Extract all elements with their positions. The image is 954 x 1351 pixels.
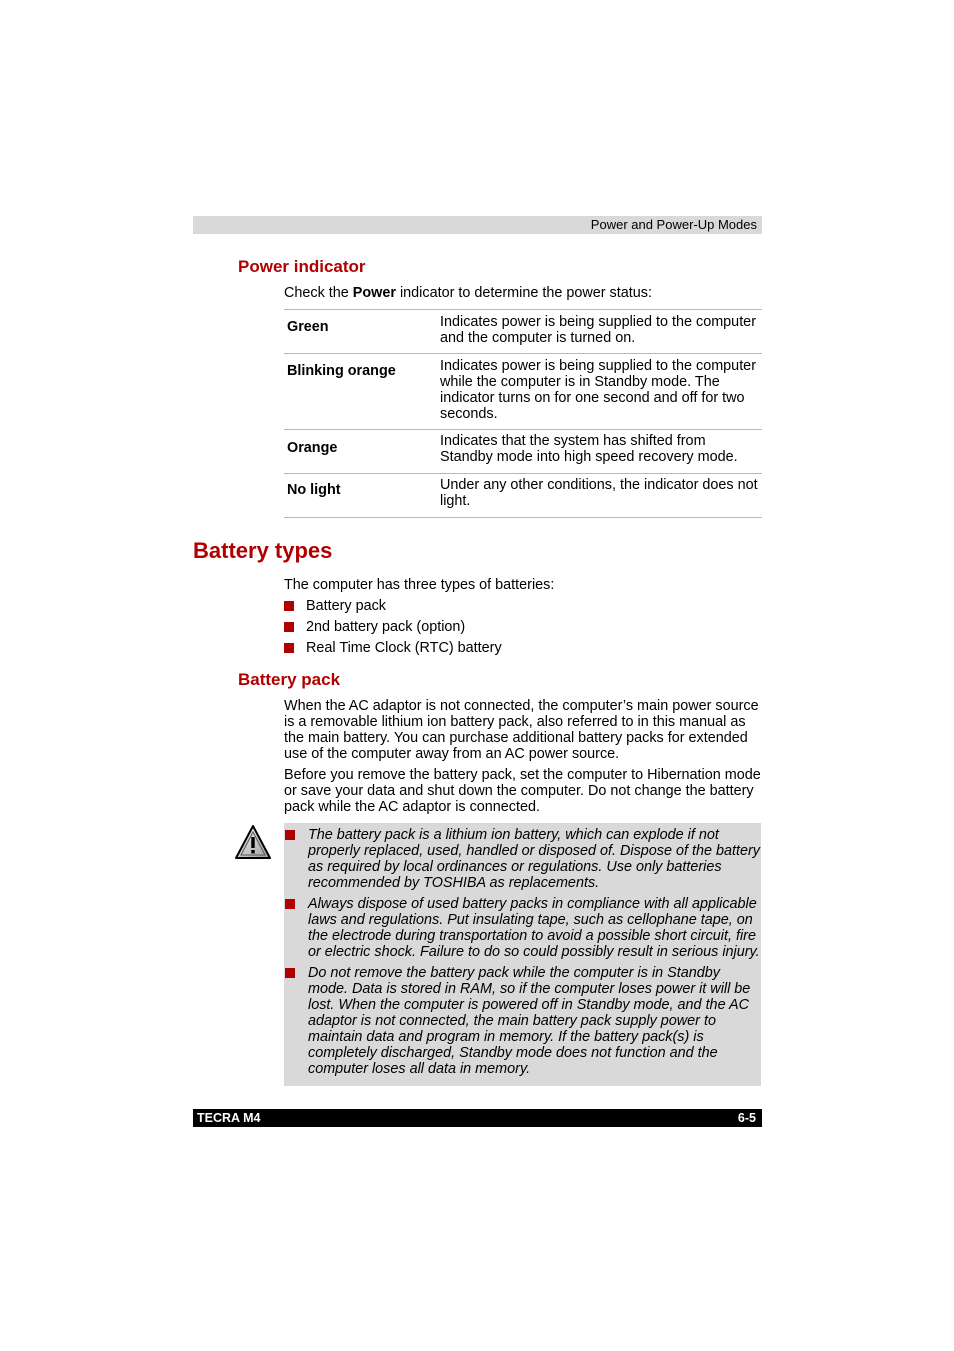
warning-list [284, 827, 761, 1082]
indicator-description [440, 310, 762, 354]
indicator-term-label: Orange [287, 440, 338, 456]
footer-page-number: 6-5 [737, 1111, 756, 1125]
warning-item [284, 896, 761, 960]
warning-text: Always dispose of used battery packs in compliance with all applicable laws and regulations. Put insulating tape, such as cellophane tape, on the electrode during transportation to avoid a possible short circuit, fire or electric shock. Failure to do so could possibly result in serious injury. [308, 896, 760, 960]
square-bullet-icon [284, 601, 294, 611]
battery-pack-heading: Battery pack [238, 670, 341, 689]
intro-bold-term: Power [352, 285, 396, 301]
list-item-text: 2nd battery pack (option) [306, 619, 466, 635]
indicator-description [440, 474, 762, 518]
indicator-description-text: Under any other conditions, the indicator does not light. [440, 477, 758, 509]
power-indicator-intro [284, 285, 762, 301]
footer-model: TECRA M4 [197, 1111, 261, 1125]
indicator-description [440, 430, 762, 474]
square-bullet-icon [285, 830, 295, 840]
battery-pack-paragraph-1: When the AC adaptor is not connected, the computer’s main power source is a removable lithium ion battery pack, also referred to in this manual as the main battery. You can purchase additional battery packs for extended use of the computer away from an AC power source. [284, 698, 759, 762]
warning-item [284, 827, 761, 891]
warning-item [284, 965, 761, 1077]
indicator-term-label: No light [287, 482, 341, 498]
square-bullet-icon [285, 899, 295, 909]
indicator-term-label: Blinking orange [287, 363, 396, 379]
list-item [284, 598, 502, 619]
table-row [284, 474, 762, 518]
indicator-term [284, 474, 440, 518]
indicator-term [284, 430, 440, 474]
power-indicator-table [284, 309, 762, 518]
square-bullet-icon [285, 968, 295, 978]
power-indicator-heading: Power indicator [238, 257, 366, 276]
table-row [284, 310, 762, 354]
list-item [284, 619, 502, 640]
list-item [284, 640, 502, 661]
indicator-term [284, 310, 440, 354]
battery-pack-paragraph-2: Before you remove the battery pack, set the computer to Hibernation mode or save your data and shut down the computer. Do not change the battery pack while the AC adaptor is connected. [284, 767, 761, 815]
intro-text: Check the [284, 285, 353, 301]
square-bullet-icon [284, 643, 294, 653]
indicator-description-text: Indicates that the system has shifted from Standby mode into high speed recovery mode. [440, 433, 738, 465]
warning-box [284, 823, 761, 1086]
table-row [284, 430, 762, 474]
square-bullet-icon [284, 622, 294, 632]
battery-types-list [284, 598, 502, 661]
warning-triangle-icon [234, 824, 272, 860]
indicator-description [440, 354, 762, 430]
indicator-description-text: Indicates power is being supplied to the computer while the computer is in Standby mode. The indicator turns on for one second and off for two seconds. [440, 358, 756, 422]
indicator-term [284, 354, 440, 430]
running-header-title: Power and Power-Up Modes [590, 217, 757, 232]
running-header [193, 216, 762, 234]
intro-text-end: indicator to determine the power status: [395, 285, 652, 301]
warning-text: The battery pack is a lithium ion battery, which can explode if not properly replaced, used, handled or disposed of. Dispose of the battery as required by local ordinances or regulations. Use only batteries recommended by TOSHIBA as replacements. [308, 827, 760, 891]
page-footer [193, 1109, 762, 1127]
battery-types-intro: The computer has three types of batteries: [284, 577, 555, 593]
list-item-text: Real Time Clock (RTC) battery [306, 640, 502, 656]
list-item-text: Battery pack [306, 598, 386, 614]
indicator-term-label: Green [287, 319, 329, 335]
table-row [284, 354, 762, 430]
warning-text: Do not remove the battery pack while the computer is in Standby mode. Data is stored in RAM, so if the computer loses power it will be lost. When the computer is powered off in Standby mode, and the AC adaptor is not connected, the main battery pack supply power to maintain data and program in memory. If the battery pack(s) is completely discharged, Standby mode does not function and the computer loses all data in memory. [308, 965, 751, 1077]
battery-types-heading: Battery types [193, 538, 333, 563]
indicator-description-text: Indicates power is being supplied to the computer and the computer is turned on. [440, 314, 756, 346]
